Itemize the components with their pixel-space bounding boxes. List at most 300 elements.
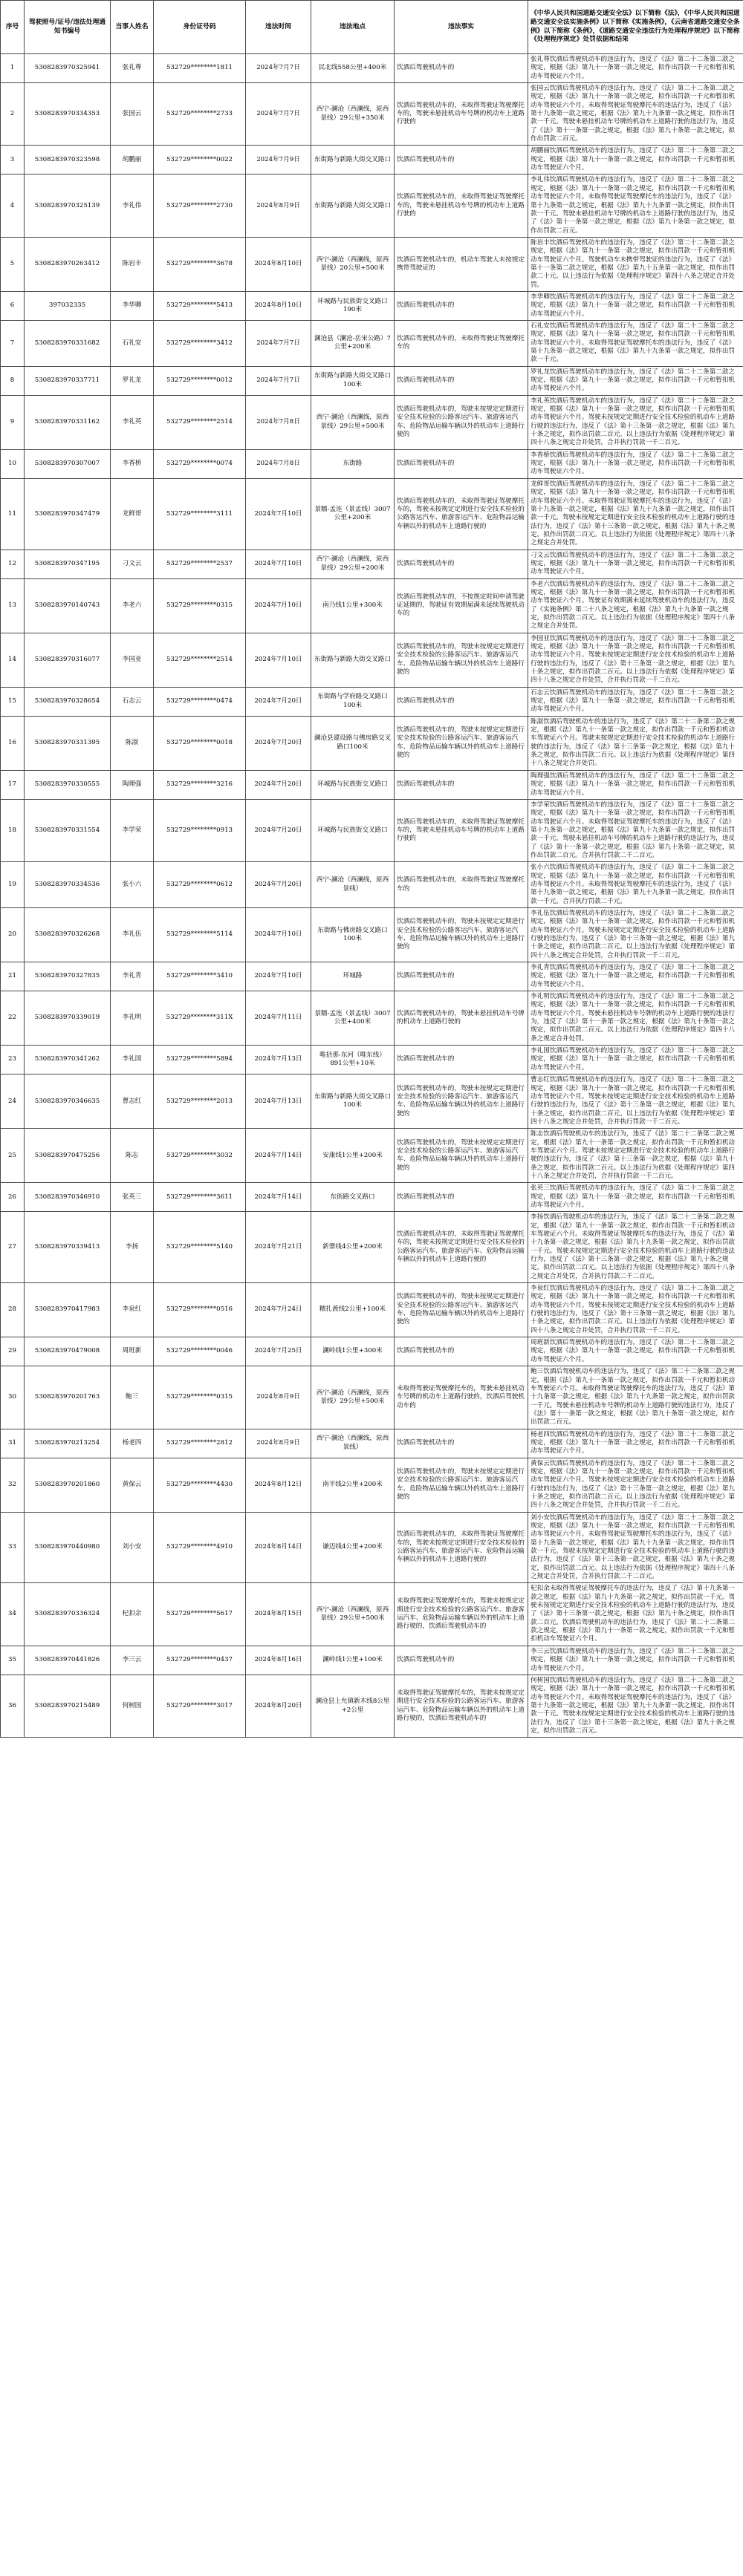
cell-place: 东街路与学府路交叉路口100米 [311,687,395,716]
cell-time: 2024年7月14日 [246,1129,311,1183]
cell-id-no: 532729********0474 [154,687,246,716]
cell-party: 李礼国 [111,1046,154,1075]
cell-id-no: 532729********2013 [154,1075,246,1129]
header-row [1,1,743,54]
cell-place: 景糯-孟连（景孟线）3007公里+200米 [311,478,395,550]
cell-place: 新寨线4公里+200米 [311,1212,395,1283]
cell-time: 2024年7月13日 [246,1075,311,1129]
cell-time: 2024年7月20日 [246,770,311,799]
cell-time: 2024年7月10日 [246,478,311,550]
cell-seq: 15 [1,687,25,716]
cell-time: 2024年7月10日 [246,633,311,687]
cell-place: 环城路 [311,962,395,991]
cell-id-no: 532729********2730 [154,175,246,237]
cell-case-no: 5308283970417983 [25,1283,111,1337]
cell-case-no: 5308283970339019 [25,991,111,1046]
cell-case-no: 5308283970307007 [25,449,111,478]
cell-party: 陈岩丰 [111,237,154,291]
cell-case-no: 5308283970316077 [25,633,111,687]
cell-time: 2024年7月7日 [246,83,311,146]
cell-basis: 石志云饮酒后驾驶机动车的违法行为，违反了《法》第二十二条第二款之规定，根据《法》第九十一条第一款之规定，拟作出罚款一千元和暂扣机动车驾驶证六个月。 [528,687,743,716]
cell-case-no: 5308283970323598 [25,146,111,175]
cell-time: 2024年7月24日 [246,1283,311,1337]
table-row [1,1675,743,1737]
cell-time: 2024年7月14日 [246,1183,311,1212]
cell-id-no: 532729********3611 [154,1183,246,1212]
cell-time: 2024年8月14日 [246,1512,311,1583]
cell-place: 澜沧县上允镇新木线8公里+2公里 [311,1675,395,1737]
cell-time: 2024年7月20日 [246,716,311,770]
cell-seq: 10 [1,449,25,478]
cell-seq: 24 [1,1075,25,1129]
cell-fact: 饮酒后驾驶机动车的，驾驶未按规定定期进行安全技术检验的公路客运汽车、旅游客运汽车、危险物品运输车辆以外的机动车上道路行驶的 [395,633,528,687]
cell-party: 张礼尊 [111,54,154,83]
cell-id-no: 532729********3412 [154,320,246,366]
table-row [1,907,743,962]
cell-basis: 李学荣饮酒后驾驶机动车的违法行为，违反了《法》第二十二条第二款之规定，根据《法》第九十一条第一款之规定，拟作出罚款一千元和暂扣机动车驾驶证六个月。未取得驾驶证驾驶摩托车的违法行为，违反了《法》第十九条第一款之规定，根据《法》第九十九条第一款之规定，拟作出罚款一千元。驾驶未悬挂机动车号牌的机动车上道路行驶的违法行为，违反了《法》第十一条第一款之规定，根据《法》第九十条第一款之规定，拟作出罚款二百元。合并执行罚款二千二百元。 [528,799,743,861]
cell-case-no: 5308283970140743 [25,578,111,633]
table-row [1,550,743,578]
cell-place: 南乃线1公里+300米 [311,578,395,633]
cell-fact: 饮酒后驾驶机动车的，驾驶未按规定定期进行安全技术检验的公路客运汽车、旅游客运汽车、危险物品运输车辆以外的机动车上道路行驶的 [395,1075,528,1129]
table-row [1,1283,743,1337]
cell-place: 环城路与民族街交叉路口190米 [311,291,395,320]
cell-basis: 曹志红饮酒后驾驶机动车的违法行为，违反了《法》第二十二条第二款之规定，根据《法》第九十一条第一款之规定，拟作出罚款一千元和暂扣机动车驾驶证六个月。驾驶未按规定定期进行安全技术检验的机动车上道路行驶的违法行为，违反了《法》第十三条第一款之规定，根据《法》第九十条之规定，拟作出罚款二百元。以上违法行为依据《处理程序规定》第四十八条之规定合并处罚，合并执行罚款一千二百元。 [528,1075,743,1129]
cell-time: 2024年7月13日 [246,1046,311,1075]
cell-time: 2024年7月10日 [246,578,311,633]
cell-basis: 李礼青饮酒后驾驶机动车的违法行为，违反了《法》第二十二条第二款之规定，根据《法》第九十一条第一款之规定，拟作出罚款一千元和暂扣机动车驾驶证六个月。 [528,962,743,991]
cell-seq: 17 [1,770,25,799]
cell-id-no: 532729********0913 [154,799,246,861]
table-row [1,716,743,770]
cell-basis: 龙鲜哥饮酒后驾驶机动车的违法行为，违反了《法》第二十二条第二款之规定，根据《法》第九十一条第一款之规定，拟作出罚款一千元和暂扣机动车驾驶证六个月。未取得驾驶证驾驶摩托车的违法行为，违反了《法》第十九条第一款之规定，根据《法》第九十九条第一款之规定，拟作出罚款一千元。驾驶未按规定定期进行安全技术检验的机动车上道路行驶的违法行为，违反了《法》第十三条第一款之规定，根据《法》第九十条之规定，拟作出罚款二百元。以上违法行为依据《处理程序规定》第四十八条之规定合并处罚。 [528,478,743,550]
cell-place: 谦迈线4公里+200米 [311,1512,395,1583]
cell-id-no: 532729********2514 [154,633,246,687]
cell-case-no: 5308283970440980 [25,1512,111,1583]
cell-time: 2024年7月9日 [246,146,311,175]
cell-time: 2024年8月15日 [246,1583,311,1646]
cell-basis: 陶理强饮酒后驾驶机动车的违法行为，违反了《法》第二十二条第二款之规定，根据《法》第九十一条第一款之规定，拟作出罚款一千元和暂扣机动车驾驶证六个月。 [528,770,743,799]
cell-party: 陶理强 [111,770,154,799]
cell-seq: 21 [1,962,25,991]
table-row [1,1129,743,1183]
cell-case-no: 5308283970201860 [25,1458,111,1512]
table-row [1,1337,743,1366]
cell-basis: 陈志饮酒后驾驶机动车的违法行为，违反了《法》第二十二条第二款之规定，根据《法》第九十一条第一款之规定，拟作出罚款一千元和暂扣机动车驾驶证六个月。驾驶未按规定定期进行安全技术检验的机动车上道路行驶的违法行为，违反了《法》第十三条第一款之规定，根据《法》第九十条之规定，拟作出罚款二百元。以上违法行为依据《处理程序规定》第四十八条之规定合并处罚，合并执行罚款一千二百元。 [528,1129,743,1183]
cell-seq: 23 [1,1046,25,1075]
cell-seq: 3 [1,146,25,175]
cell-fact: 饮酒后驾驶机动车的，不按规定时间申请驾驶证延期的，驾驶证有效期届满未延续驾驶机动车的 [395,578,528,633]
cell-time: 2024年8月12日 [246,1458,311,1512]
cell-basis: 杞扣余未取得驾驶证驾驶摩托车的违法行为，违反了《法》第十九条第一款之规定，根据《法》第九十九条第一款之规定，拟作出罚款一千元。驾驶未按规定定期进行安全技术检验的机动车上道路行驶的违法行为，违反了《法》第十三条第一款之规定，根据《法》第九十条之规定，拟作出罚款二百元。饮酒后驾驶机动车的违法行为，违反了《法》第二十二条第二款之规定，根据《法》第九十一条第一款之规定，拟作出罚款一千元和暂扣机动车驾驶证六个月。 [528,1583,743,1646]
cell-party: 张小六 [111,862,154,908]
cell-seq: 14 [1,633,25,687]
cell-basis: 陈淑饮酒后驾驶机动车的违法行为，违反了《法》第二十二条第二款之规定，根据《法》第九十一条第一款之规定，拟作出罚款一千元和暂扣机动车驾驶证六个月。驾驶未按规定定期进行安全技术检验的机动车上道路行驶的违法行为，违反了《法》第十三条第一款之规定，根据《法》第九十条之规定，拟作出罚款二百元。以上违法行为依据《处理程序规定》第四十八条之规定合并处罚。 [528,716,743,770]
cell-place: 东街路与新路大街交叉路口 [311,175,395,237]
cell-id-no: 532729********4430 [154,1458,246,1512]
cell-basis: 何树国饮酒后驾驶机动车的违法行为，违反了《法》第二十二条第二款之规定，根据《法》第九十一条第一款之规定，拟作出罚款一千元和暂扣机动车驾驶证六个月。未取得驾驶证驾驶摩托车的违法行为，违反了《法》第十九条第一款之规定，根据《法》第九十九条第一款之规定，拟作出罚款一千元。驾驶未按规定定期进行安全技术检验的机动车上道路行驶的违法行为，违反了《法》第十三条第一款之规定，根据《法》第九十条之规定，拟作出罚款二百元。 [528,1675,743,1737]
cell-fact: 饮酒后驾驶机动车的 [395,687,528,716]
cell-seq: 4 [1,175,25,237]
table-row [1,291,743,320]
table-row [1,449,743,478]
cell-basis: 黄保云饮酒后驾驶机动车的违法行为，违反了《法》第二十二条第二款之规定，根据《法》第九十一条第一款之规定，拟作出罚款一千元和暂扣机动车驾驶证六个月。驾驶未按规定定期进行安全技术检验的机动车上道路行驶的违法行为，违反了《法》第十三条第一款之规定，根据《法》第九十条之规定，拟作出罚款二百元。以上违法行为依据《处理程序规定》第四十八条之规定合并处罚，合并执行罚款一千二百元。 [528,1458,743,1512]
cell-time: 2024年7月21日 [246,1212,311,1283]
cell-case-no: 5308283970441826 [25,1646,111,1675]
table-row [1,1583,743,1646]
cell-basis: 李华卿饮酒后驾驶机动车的违法行为，违反了《法》第二十二条第二款之规定，根据《法》第九十一条第一款之规定，拟作出罚款一千元和暂扣机动车驾驶证六个月。 [528,291,743,320]
cell-case-no: 5308283970263412 [25,237,111,291]
cell-place: 西宁-澜沧（西澜线，原西景线）29公里+350米 [311,83,395,146]
cell-id-no: 532729********2514 [154,395,246,449]
cell-seq: 20 [1,907,25,962]
cell-basis: 杨老四饮酒后驾驶机动车的违法行为，违反了《法》第二十二条第二款之规定，根据《法》第九十一条第一款之规定，拟作出罚款一千元和暂扣机动车驾驶证六个月。 [528,1429,743,1458]
cell-party: 张国云 [111,83,154,146]
cell-case-no: 5308283970337711 [25,366,111,395]
cell-fact: 饮酒后驾驶机动车的 [395,1646,528,1675]
cell-place: 环城路与民族街交叉路口 [311,770,395,799]
cell-basis: 张国云饮酒后驾驶机动车的违法行为，违反了《法》第二十二条第二款之规定，根据《法》第九十一条第一款之规定，拟作出罚款一千元和暂扣机动车驾驶证六个月。未取得驾驶证驾驶摩托车的违法行为，违反了《法》第十九条第一款之规定，根据《法》第九十九条第一款之规定，拟作出罚款一千元。驾驶未悬挂机动车号牌的机动车上道路行驶的违法行为，违反了《法》第十一条第一款之规定，根据《法》第九十条第一款之规定，拟作出罚款二百元。 [528,83,743,146]
cell-fact: 饮酒后驾驶机动车的，驾驶未按规定定期进行安全技术检验的公路客运汽车、旅游客运汽车、危险物品运输车辆以外的机动车上道路行驶的 [395,395,528,449]
table-row [1,862,743,908]
cell-case-no: 5308283970331395 [25,716,111,770]
table-row [1,962,743,991]
cell-basis: 李香桥饮酒后驾驶机动车的违法行为，违反了《法》第二十二条第二款之规定，根据《法》第九十一条第一款之规定，拟作出罚款一千元和暂扣机动车驾驶证六个月。 [528,449,743,478]
cell-case-no: 5308283970475256 [25,1129,111,1183]
cell-party: 李国亚 [111,633,154,687]
table-row [1,54,743,83]
table-row [1,146,743,175]
cell-time: 2024年8月9日 [246,1429,311,1458]
table-row [1,1075,743,1129]
table-row [1,1429,743,1458]
header-basis: 《中华人民共和国道路交通安全法》以下简称《法》，《中华人民共和国道路交通安全法实施条例》以下简称《实施条例》，《云南省道路交通安全条例》以下简称《条例》，《道路交通安全违法行为处理程序规定》以下简称《处理程序规定》处罚依据和结果 [528,1,743,54]
cell-time: 2024年8月9日 [246,175,311,237]
cell-party: 鲍三 [111,1366,154,1429]
cell-party: 石礼安 [111,320,154,366]
cell-fact: 饮酒后驾驶机动车的 [395,770,528,799]
cell-fact: 饮酒后驾驶机动车的，未取得驾驶证驾驶摩托车的 [395,862,528,908]
cell-case-no: 5308283970347195 [25,550,111,578]
cell-basis: 张礼尊饮酒后驾驶机动车的违法行为，违反了《法》第二十二条第二款之规定，根据《法》第九十一条第一款之规定，拟作出罚款一千元和暂扣机动车驾驶证六个月。 [528,54,743,83]
cell-basis: 李礼国饮酒后驾驶机动车的违法行为，违反了《法》第二十二条第二款之规定，根据《法》第九十一条第一款之规定，拟作出罚款一千元和暂扣机动车驾驶证六个月。 [528,1046,743,1075]
cell-seq: 13 [1,578,25,633]
cell-place: 唯括那-东河（唯东线）891公里+10米 [311,1046,395,1075]
cell-place: 澜沧县（澜沧-岳宋公路）7公里+200米 [311,320,395,366]
cell-time: 2024年7月20日 [246,799,311,861]
table-row [1,799,743,861]
cell-case-no: 5308283970331162 [25,395,111,449]
table-row [1,1212,743,1283]
cell-case-no: 5308283970213254 [25,1429,111,1458]
cell-fact: 饮酒后驾驶机动车的 [395,146,528,175]
cell-party: 李三云 [111,1646,154,1675]
cell-case-no: 5308283970339413 [25,1212,111,1283]
cell-fact: 饮酒后驾驶机动车的 [395,291,528,320]
cell-case-no: 5308283970346910 [25,1183,111,1212]
table-row [1,395,743,449]
cell-place: 东街路交叉路口 [311,1183,395,1212]
cell-place: 西宁-澜沧（西澜线，原西景线）20公里+500米 [311,237,395,291]
cell-fact: 饮酒后驾驶机动车的 [395,1429,528,1458]
cell-case-no: 5308283970325941 [25,54,111,83]
cell-party: 杨老四 [111,1429,154,1458]
table-row [1,237,743,291]
cell-place: 东街路与佛房路交叉路口100米 [311,907,395,962]
cell-fact: 饮酒后驾驶机动车的 [395,54,528,83]
cell-seq: 7 [1,320,25,366]
cell-time: 2024年7月7日 [246,320,311,366]
cell-party: 刁文云 [111,550,154,578]
cell-time: 2024年7月8日 [246,449,311,478]
table-row [1,770,743,799]
cell-id-no: 532729********0315 [154,1366,246,1429]
cell-id-no: 532729********0315 [154,578,246,633]
table-row [1,1366,743,1429]
cell-party: 李扬 [111,1212,154,1283]
cell-id-no: 532729********311X [154,991,246,1046]
cell-id-no: 532729********3111 [154,478,246,550]
cell-fact: 饮酒后驾驶机动车的 [395,1183,528,1212]
cell-fact: 饮酒后驾驶机动车的，未取得驾驶证驾驶摩托车的，驾驶未悬挂机动车号牌的机动车上道路行驶的 [395,799,528,861]
table-body [1,54,743,1738]
cell-seq: 12 [1,550,25,578]
cell-time: 2024年7月10日 [246,907,311,962]
cell-id-no: 532729********0022 [154,146,246,175]
cell-fact: 饮酒后驾驶机动车的 [395,962,528,991]
cell-id-no: 532729********0516 [154,1283,246,1337]
cell-seq: 28 [1,1283,25,1337]
cell-id-no: 532729********5894 [154,1046,246,1075]
cell-basis: 李礼伍饮酒后驾驶机动车的违法行为，违反了《法》第二十二条第二款之规定，根据《法》第九十一条第一款之规定，拟作出罚款一千元和暂扣机动车驾驶证六个月。驾驶未按规定定期进行安全技术检验的机动车上道路行驶的违法行为，违反了《法》第十三条第一款之规定，根据《法》第九十条之规定，拟作出罚款二百元。以上违法行为依据《处理程序规定》第四十八条之规定合并处罚，合并执行罚款一千二百元。 [528,907,743,962]
cell-seq: 32 [1,1458,25,1512]
table-row [1,478,743,550]
cell-place: 东街路与新路大街交叉路口100米 [311,366,395,395]
cell-case-no: 5308283970328654 [25,687,111,716]
cell-seq: 16 [1,716,25,770]
cell-seq: 2 [1,83,25,146]
cell-id-no: 532729********0612 [154,862,246,908]
cell-party: 李礼伟 [111,175,154,237]
cell-fact: 饮酒后驾驶机动车的，驾驶未按规定定期进行安全技术检验的公路客运汽车、旅游客运汽车、危险物品运输车辆以外的机动车上道路行驶的 [395,1283,528,1337]
table-row [1,578,743,633]
cell-seq: 11 [1,478,25,550]
cell-fact: 饮酒后驾驶机动车的 [395,449,528,478]
cell-seq: 31 [1,1429,25,1458]
cell-seq: 30 [1,1366,25,1429]
cell-seq: 27 [1,1212,25,1283]
cell-fact: 未取得驾驶证驾驶摩托车的，驾驶未按规定定期进行安全技术检验的公路客运汽车、旅游客运汽车、危险物品运输车辆以外的机动车上道路行驶的，饮酒后驾驶机动车的 [395,1583,528,1646]
cell-party: 李香桥 [111,449,154,478]
cell-time: 2024年7月8日 [246,395,311,449]
cell-case-no: 5308283970327835 [25,962,111,991]
cell-place: 景糯-孟连（景孟线）3007公里+400米 [311,991,395,1046]
cell-case-no: 5308283970330555 [25,770,111,799]
cell-party: 杞扣余 [111,1583,154,1646]
table-row [1,320,743,366]
cell-party: 刘小安 [111,1512,154,1583]
cell-case-no: 5308283970479008 [25,1337,111,1366]
cell-case-no: 397032335 [25,291,111,320]
cell-place: 糯扎渡线2公里+100米 [311,1283,395,1337]
cell-id-no: 532729********0046 [154,1337,246,1366]
cell-party: 李礼伍 [111,907,154,962]
cell-id-no: 532729********3678 [154,237,246,291]
cell-fact: 饮酒后驾驶机动车的，未取得驾驶证驾驶摩托车的，驾驶未按规定定期进行安全技术检验的公路客运汽车、旅游客运汽车、危险物品运输车辆以外的机动车上道路行驶的 [395,1512,528,1583]
cell-place: 西宁-澜沧（西澜线，原西景线）29公里+500米 [311,1583,395,1646]
cell-fact: 饮酒后驾驶机动车的，驾驶未按规定定期进行安全技术检验的公路客运汽车、旅游客运汽车、危险物品运输车辆以外的机动车上道路行驶的 [395,1458,528,1512]
cell-fact: 饮酒后驾驶机动车的，驾驶未悬挂机动车号牌的机动车上道路行驶的 [395,991,528,1046]
cell-fact: 饮酒后驾驶机动车的，未取得驾驶证驾驶摩托车的，驾驶未悬挂机动车号牌的机动车上道路行驶的 [395,83,528,146]
cell-basis: 刁文云饮酒后驾驶机动车的违法行为，违反了《法》第二十二条第二款之规定，根据《法》第九十一条第一款之规定，拟作出罚款一千元和暂扣机动车驾驶证六个月。 [528,550,743,578]
cell-id-no: 532729********3032 [154,1129,246,1183]
cell-place: 澜沧县建设路与佛房路交叉路口100米 [311,716,395,770]
cell-time: 2024年7月7日 [246,54,311,83]
cell-seq: 29 [1,1337,25,1366]
cell-basis: 李三云饮酒后驾驶机动车的违法行为，违反了《法》第二十二条第二款之规定，根据《法》第九十一条第一款之规定，拟作出罚款一千元和暂扣机动车驾驶证六个月。 [528,1646,743,1675]
cell-fact: 饮酒后驾驶机动车的，未取得驾驶证驾驶摩托车的，驾驶未悬挂机动车号牌的机动车上道路行驶的 [395,175,528,237]
cell-basis: 李礼英饮酒后驾驶机动车的违法行为，违反了《法》第二十二条第二款之规定，根据《法》第九十一条第一款之规定，拟作出罚款一千元和暂扣机动车驾驶证六个月。驾驶未按规定定期进行安全技术检验的机动车上道路行驶的违法行为，违反了《法》第十三条第一款之规定，根据《法》第九十条之规定，拟作出罚款二百元。以上违法行为依据《处理程序规定》第四十八条之规定合并处罚，合并执行罚款一千二百元。 [528,395,743,449]
cell-party: 曹志红 [111,1075,154,1129]
cell-fact: 饮酒后驾驶机动车的，机动车驾驶人未按规定携带驾驶证的 [395,237,528,291]
cell-fact: 饮酒后驾驶机动车的 [395,366,528,395]
cell-time: 2024年8月10日 [246,237,311,291]
header-party: 当事人姓名 [111,1,154,54]
cell-party: 李老六 [111,578,154,633]
cell-case-no: 5308283970326268 [25,907,111,962]
cell-party: 黄保云 [111,1458,154,1512]
table-row [1,1458,743,1512]
cell-id-no: 532729********5140 [154,1212,246,1283]
cell-party: 罗礼龙 [111,366,154,395]
cell-basis: 陈岩丰饮酒后驾驶机动车的违法行为，违反了《法》第二十二条第二款之规定，根据《法》第九十一条第一款之规定，拟作出罚款一千元和暂扣机动车驾驶证六个月。驾驶机动车未携带驾驶证的违法行为，违反了《法》第十一条第二款之规定，根据《法》第九十五条第一款之规定，拟作出罚款二十元。以上违法行为依据《处理程序规定》第四十八条之规定合并处罚。 [528,237,743,291]
cell-seq: 8 [1,366,25,395]
cell-party: 李学荣 [111,799,154,861]
header-id-no: 身份证号码 [154,1,246,54]
cell-place: 民北线558公里+400米 [311,54,395,83]
cell-basis: 胡鹏丽饮酒后驾驶机动车的违法行为，违反了《法》第二十二条第二款之规定，根据《法》第九十一条第一款之规定，拟作出罚款一千元和暂扣机动车驾驶证六个月。 [528,146,743,175]
cell-fact: 饮酒后驾驶机动车的，未取得驾驶证驾驶摩托车的，驾驶未按规定定期进行安全技术检验的公路客运汽车、旅游客运汽车、危险物品运输车辆以外的机动车上道路行驶的 [395,478,528,550]
cell-id-no: 532729********2733 [154,83,246,146]
cell-place: 东街路与新路大街交叉路口100米 [311,1075,395,1129]
cell-seq: 22 [1,991,25,1046]
cell-case-no: 5308283970334353 [25,83,111,146]
cell-place: 西宁-澜沧（西澜线，原西景线）29公里+500米 [311,1366,395,1429]
header-place: 违法地点 [311,1,395,54]
cell-fact: 饮酒后驾驶机动车的，未取得驾驶证驾驶摩托车的，驾驶未按规定定期进行安全技术检验的公路客运汽车、旅游客运汽车、危险物品运输车辆以外的机动车上道路行驶的 [395,1212,528,1283]
table-row [1,1046,743,1075]
cell-case-no: 5308283970331682 [25,320,111,366]
cell-basis: 李老六饮酒后驾驶机动车的违法行为，违反了《法》第二十二条第二款之规定，根据《法》第九十一条第一款之规定，拟作出罚款一千元和暂扣机动车驾驶证六个月。驾驶证有效期满未延续驾驶机动车的违法行为，违反了《实施条例》第二十八条之规定，根据《法》第九十九条第一款之规定，拟作出罚款二百元。以上违法行为依据《处理程序规定》第四十八条之规定合并处罚。 [528,578,743,633]
table-row [1,366,743,395]
cell-seq: 36 [1,1675,25,1737]
cell-seq: 9 [1,395,25,449]
cell-basis: 李扬饮酒后驾驶机动车的违法行为，违反了《法》第二十二条第二款之规定，根据《法》第九十一条第一款之规定，拟作出罚款一千元和暂扣机动车驾驶证六个月。未取得驾驶证驾驶摩托车的违法行为，违反了《法》第十九条第一款之规定，根据《法》第九十九条第一款之规定，拟作出罚款一千元。驾驶未按规定定期进行安全技术检验的机动车上道路行驶的违法行为，违反了《法》第十三条第一款之规定，根据《法》第九十条之规定，拟作出罚款二百元。以上违法行为依据《处理程序规定》第四十八条之规定合并处罚，合并执行罚款二千二百元。 [528,1212,743,1283]
cell-fact: 未取得驾驶证驾驶摩托车的，驾驶未悬挂机动车号牌的机动车上道路行驶的，饮酒后驾驶机动车的 [395,1366,528,1429]
table-row [1,1183,743,1212]
cell-party: 周班新 [111,1337,154,1366]
table-row [1,83,743,146]
cell-seq: 33 [1,1512,25,1583]
table-row [1,1646,743,1675]
cell-id-no: 532729********0074 [154,449,246,478]
cell-party: 龙鲜哥 [111,478,154,550]
cell-place: 东街路与新路大街交叉路口 [311,633,395,687]
cell-place: 澜岭线1公里+300米 [311,1337,395,1366]
table-row [1,175,743,237]
cell-basis: 李国亚饮酒后驾驶机动车的违法行为，违反了《法》第二十二条第二款之规定，根据《法》第九十一条第一款之规定，拟作出罚款一千元和暂扣机动车驾驶证六个月。驾驶未按规定定期进行安全技术检验的机动车上道路行驶的违法行为，违反了《法》第十三条第一款之规定，根据《法》第九十条之规定，拟作出罚款二百元。以上违法行为依据《处理程序规定》第四十八条之规定合并处罚，合并执行罚款一千二百元。 [528,633,743,687]
cell-case-no: 5308283970334536 [25,862,111,908]
cell-case-no: 5308283970336324 [25,1583,111,1646]
cell-basis: 鲍三饮酒后驾驶机动车的违法行为，违反了《法》第二十二条第二款之规定，根据《法》第九十一条第一款之规定，拟作出罚款一千元和暂扣机动车驾驶证六个月。未取得驾驶证驾驶摩托车的违法行为，违反了《法》第十九条第一款之规定，根据《法》第九十九条第一款之规定，拟作出罚款一千元。驾驶未悬挂机动车号牌的机动车上道路行驶的违法行为，违反了《法》第十一条第一款之规定，根据《法》第九十条第一款之规定，拟作出罚款二百元。 [528,1366,743,1429]
cell-seq: 6 [1,291,25,320]
cell-time: 2024年7月20日 [246,687,311,716]
cell-case-no: 5308283970215489 [25,1675,111,1737]
cell-place: 环城路与民族街交叉路口 [311,799,395,861]
cell-time: 2024年8月10日 [246,291,311,320]
cell-time: 2024年7月10日 [246,550,311,578]
cell-id-no: 532729********5114 [154,907,246,962]
cell-party: 陈淑 [111,716,154,770]
cell-time: 2024年8月20日 [246,1675,311,1737]
cell-seq: 18 [1,799,25,861]
cell-basis: 石礼安饮酒后驾驶机动车的违法行为，违反了《法》第二十二条第二款之规定，根据《法》第九十一条第一款之规定，拟作出罚款一千元和暂扣机动车驾驶证六个月。未取得驾驶证驾驶摩托车的违法行为，违反了《法》第十九条第一款之规定，根据《法》第九十九条第一款之规定，拟作出罚款一千元。 [528,320,743,366]
cell-time: 2024年7月25日 [246,1337,311,1366]
cell-fact: 饮酒后驾驶机动车的 [395,1046,528,1075]
cell-case-no: 5308283970341262 [25,1046,111,1075]
cell-id-no: 532729********3410 [154,962,246,991]
header-time: 违法时间 [246,1,311,54]
cell-id-no: 532729********5617 [154,1583,246,1646]
cell-time: 2024年8月16日 [246,1646,311,1675]
cell-party: 李礼英 [111,395,154,449]
cell-basis: 李泉红饮酒后驾驶机动车的违法行为，违反了《法》第二十二条第二款之规定，根据《法》第九十一条第一款之规定，拟作出罚款一千元和暂扣机动车驾驶证六个月。驾驶未按规定定期进行安全技术检验的机动车上道路行驶的违法行为，违反了《法》第十三条第一款之规定，根据《法》第九十条之规定，拟作出罚款二百元。以上违法行为依据《处理程序规定》第四十八条之规定合并处罚，合并执行罚款一千二百元。 [528,1283,743,1337]
cell-fact: 饮酒后驾驶机动车的，驾驶未按规定定期进行安全技术检验的公路客运汽车、旅游客运汽车、危险物品运输车辆以外的机动车上道路行驶的 [395,907,528,962]
cell-place: 东街路 [311,449,395,478]
cell-party: 李礼明 [111,991,154,1046]
cell-fact: 饮酒后驾驶机动车的，驾驶未按规定定期进行安全技术检验的公路客运汽车、旅游客运汽车、危险物品运输车辆以外的机动车上道路行驶的 [395,1129,528,1183]
cell-case-no: 5308283970346635 [25,1075,111,1129]
cell-case-no: 5308283970347479 [25,478,111,550]
cell-place: 澜岭线1公里+100米 [311,1646,395,1675]
table-row [1,991,743,1046]
cell-id-no: 532729********3216 [154,770,246,799]
cell-basis: 罗礼龙饮酒后驾驶机动车的违法行为，违反了《法》第二十二条第二款之规定，根据《法》第九十一条第一款之规定，拟作出罚款一千元和暂扣机动车驾驶证六个月。 [528,366,743,395]
cell-seq: 26 [1,1183,25,1212]
cell-id-no: 532729********2812 [154,1429,246,1458]
cell-time: 2024年7月7日 [246,366,311,395]
cell-party: 陈志 [111,1129,154,1183]
cell-basis: 张英三饮酒后驾驶机动车的违法行为，违反了《法》第二十二条第二款之规定，根据《法》第九十一条第一款之规定，拟作出罚款一千元和暂扣机动车驾驶证六个月。 [528,1183,743,1212]
cell-seq: 34 [1,1583,25,1646]
cell-place: 西宁-澜沧（西澜线，原西景线）29公里+200米 [311,550,395,578]
cell-basis: 张小六饮酒后驾驶机动车的违法行为，违反了《法》第二十二条第二款之规定，根据《法》第九十一条第一款之规定，拟作出罚款一千元和暂扣机动车驾驶证六个月。未取得驾驶证驾驶摩托车的违法行为，违反了《法》第十九条第一款之规定，根据《法》第九十九条第一款之规定，拟作出罚款一千元。合并执行罚款二千元。 [528,862,743,908]
cell-id-no: 532729********2537 [154,550,246,578]
cell-id-no: 532729********0018 [154,716,246,770]
cell-time: 2024年8月9日 [246,1366,311,1429]
header-fact: 违法事实 [395,1,528,54]
table-row [1,633,743,687]
cell-case-no: 5308283970331554 [25,799,111,861]
cell-seq: 25 [1,1129,25,1183]
cell-place: 安康线1公里+200米 [311,1129,395,1183]
cell-time: 2024年7月20日 [246,862,311,908]
cell-party: 胡鹏丽 [111,146,154,175]
cell-place: 南平线2公里+200米 [311,1458,395,1512]
cell-basis: 周班新饮酒后驾驶机动车的违法行为，违反了《法》第二十二条第二款之规定，根据《法》第九十一条第一款之规定，拟作出罚款一千元和暂扣机动车驾驶证六个月。 [528,1337,743,1366]
cell-basis: 李礼明饮酒后驾驶机动车的违法行为，违反了《法》第二十二条第二款之规定，根据《法》第九十一条第一款之规定，拟作出罚款一千元和暂扣机动车驾驶证六个月。驾驶未悬挂机动车号牌的机动车上道路行驶的违法行为，违反了《法》第十一条第一款之规定，根据《法》第九十条第一款之规定，拟作出罚款二百元。以上违法行为依据《处理程序规定》第四十八条之规定合并处罚。 [528,991,743,1046]
cell-party: 李华卿 [111,291,154,320]
